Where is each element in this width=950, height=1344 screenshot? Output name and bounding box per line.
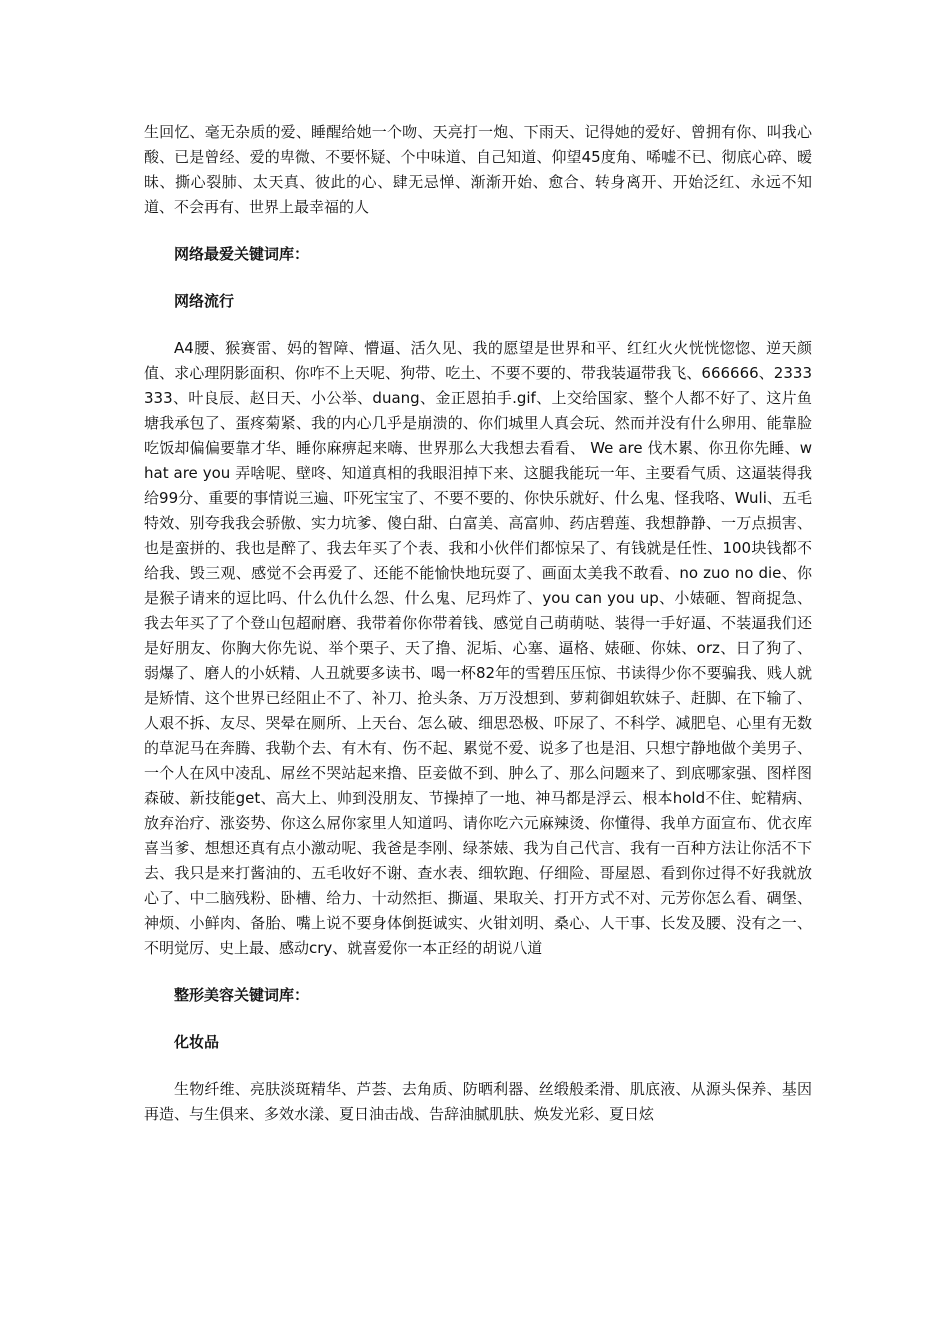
- spacer: [144, 267, 812, 289]
- spacer: [144, 1008, 812, 1030]
- spacer: [144, 961, 812, 983]
- spacer: [144, 314, 812, 336]
- section-heading-network-library: 网络最爱关键词库：: [174, 245, 310, 263]
- cosmetics-keywords-paragraph: 生物纤维、亮肤淡斑精华、芦荟、去角质、防晒利器、丝缎般柔滑、肌底液、从源头保养、基因再造、与生俱来、多效水漾、夏日油击战、告辞油腻肌肤、焕发光彩、夏日炫: [144, 1080, 812, 1123]
- subheading-network-popular: 网络流行: [174, 292, 235, 310]
- network-keywords-paragraph: A4腰、猴赛雷、妈的智障、懵逼、活久见、我的愿望是世界和平、红红火火恍恍惚惚、逆天颜值、求心理阴影面积、你咋不上天呢、狗带、吃土、不要不要的、带我装逼带我飞、666666、2333333、叶良辰、赵日天、小公举、duang、金正恩拍手.gif、上交给国家、整个人都不好了、这片鱼塘我承包了、蛋疼菊紧、我的内心几乎是崩溃的、你们城里人真会玩、然而并没有什么卵用、能靠脸吃饭却偏偏要靠才华、睡你麻痹起来嗨、世界那么大我想去看看、 We are 伐木累、你丑你先睡、what are you 弄啥呢、壁咚、知道真相的我眼泪掉下来、这腿我能玩一年、主要看气质、这逼装得我给99分、重要的事情说三遍、吓死宝宝了、不要不要的、你快乐就好、什么鬼、怪我咯、Wuli、五毛特效、别夸我我会骄傲、实力坑爹、傻白甜、白富美、高富帅、药店碧莲、我想静静、一万点损害、也是蛮拼的、我也是醉了、我去年买了个表、我和小伙伴们都惊呆了、有钱就是任性、100块钱都不给我、毁三观、感觉不会再爱了、还能不能愉快地玩耍了、画面太美我不敢看、no zuo no die、你是猴子请来的逗比吗、什么仇什么怨、什么鬼、尼玛炸了、you can you up、小婊砸、智商捉急、我去年买了了个登山包超耐磨、我带着你你带着钱、感觉自己萌萌哒、装得一手好逼、不装逼我们还是好朋友、你胸大你先说、举个栗子、天了撸、泥垢、心塞、逼格、婊砸、你妹、orz、日了狗了、弱爆了、磨人的小妖精、人丑就要多读书、喝一杯82年的雪碧压压惊、书读得少你不要骗我、贱人就是矫情、这个世界已经阻止不了、补刀、抢头条、万万没想到、萝莉御姐软妹子、赶脚、在下输了、人艰不拆、友尽、哭晕在厕所、上天台、怎么破、细思恐极、吓尿了、不科学、减肥皂、心里有无数的草泥马在奔腾、我勒个去、有木有、伤不起、累觉不爱、说多了也是泪、只想宁静地做个美男子、一个人在风中凌乱、屌丝不哭站起来撸、臣妾做不到、肿么了、那么问题来了、到底哪家强、图样图森破、新技能get、高大上、帅到没朋友、节操掉了一地、神马都是浮云、根本hold不住、蛇精病、放弃治疗、涨姿势、你这么屌你家里人知道吗、请你吃六元麻辣烫、你懂得、我单方面宣布、优衣库喜当爹、想想还真有点小激动呢、我爸是李刚、绿茶婊、我为自己代言、我有一百种方法让你活不下去、我只是来打酱油的、五毛收好不谢、查水表、细软跑、仔细险、哥屋恩、看到你过得不好我就放心了、中二脑残粉、卧槽、给力、十动然拒、撕逼、果取关、打开方式不对、元芳你怎么看、碉堡、神烦、小鲜肉、备胎、嘴上说不要身体倒挺诚实、火钳刘明、桑心、人干事、长发及腰、没有之一、不明觉厉、史上最、感动cry、就喜爱你一本正经的胡说八道: [144, 339, 812, 957]
- spacer: [144, 220, 812, 242]
- subheading-cosmetics: 化妆品: [174, 1033, 220, 1051]
- intro-paragraph: 生回忆、毫无杂质的爱、睡醒给她一个吻、天亮打一炮、下雨天、记得她的爱好、曾拥有你、叫我心酸、已是曾经、爱的卑微、不要怀疑、个中味道、自己知道、仰望45度角、唏嘘不已、彻底心碎、暧昧、撕心裂肺、太天真、彼此的心、肆无忌惮、渐渐开始、愈合、转身离开、开始泛红、永远不知道、不会再有、世界上最幸福的人: [144, 123, 812, 216]
- section-heading-cosmetic-library: 整形美容关键词库：: [174, 986, 310, 1004]
- spacer: [144, 1055, 812, 1077]
- document-body: [144, 120, 812, 1127]
